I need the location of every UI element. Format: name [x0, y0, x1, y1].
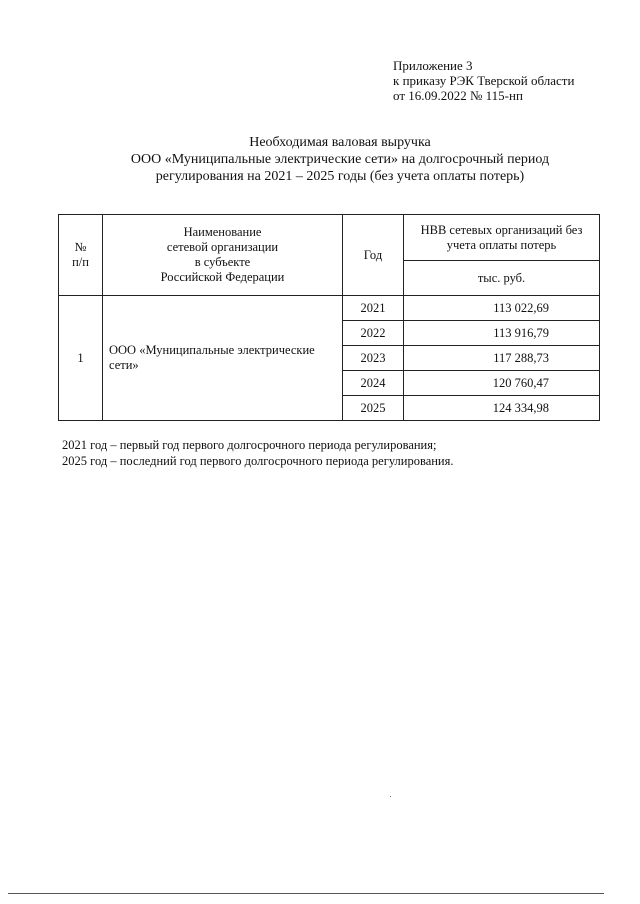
note-line-1: 2021 год – первый год первого долгосрочного периода регулирования; — [62, 438, 437, 452]
header-year: Год — [343, 215, 404, 296]
header-nvv-line-2: учета оплаты потерь — [446, 237, 557, 252]
table-header-row — [59, 215, 600, 261]
value-text: 113 022,69 — [493, 300, 549, 315]
value-cell — [404, 346, 600, 371]
year-cell: 2021 — [343, 296, 404, 321]
header-unit: тыс. руб. — [404, 261, 600, 296]
value-text: 124 334,98 — [492, 400, 549, 415]
header-org-line-1: Наименование — [183, 225, 262, 239]
year-cell: 2025 — [343, 396, 404, 421]
header-number-line-2: п/п — [72, 255, 89, 269]
footer-divider — [8, 893, 604, 894]
header-org-line-3: в субъекте — [194, 255, 251, 269]
header-nvv-line-1: НВВ сетевых организаций без — [420, 222, 583, 237]
value-cell — [404, 296, 600, 321]
header-number — [59, 215, 103, 296]
title-line-1: Необходимая валовая выручка — [249, 135, 431, 150]
row-org-line-2: сети» — [109, 358, 139, 372]
row-org-line-1: ООО «Муниципальные электрические — [109, 343, 315, 357]
value-text: 120 760,47 — [492, 375, 549, 390]
scan-speck — [390, 796, 391, 797]
document-title — [80, 134, 600, 185]
title-line-2: ООО «Муниципальные электрические сети» на долгосрочный период — [130, 152, 550, 167]
row-number: 1 — [59, 296, 103, 421]
header-nvv — [404, 215, 600, 261]
header-org-line-4: Российской Федерации — [160, 270, 285, 284]
value-text: 117 288,73 — [493, 350, 549, 365]
value-text: 113 916,79 — [493, 325, 549, 340]
annex-number: Приложение 3 — [393, 58, 473, 73]
year-cell: 2024 — [343, 371, 404, 396]
header-org-line-2: сетевой организации — [166, 240, 279, 254]
title-line-3: регулирования на 2021 – 2025 годы (без учета оплаты потерь) — [155, 169, 525, 184]
value-cell — [404, 396, 600, 421]
note-line-2: 2025 год – последний год первого долгосрочного периода регулирования. — [62, 454, 454, 468]
value-cell — [404, 371, 600, 396]
header-number-line-1: № — [74, 240, 87, 254]
nvv-table — [58, 214, 600, 421]
notes-block — [62, 437, 454, 469]
year-cell: 2023 — [343, 346, 404, 371]
table-row — [59, 296, 600, 321]
header-org-name — [103, 215, 343, 296]
value-cell — [404, 321, 600, 346]
annex-date: от 16.09.2022 № 115-нп — [393, 88, 523, 103]
year-cell: 2022 — [343, 321, 404, 346]
annex-block — [393, 58, 574, 103]
annex-order: к приказу РЭК Тверской области — [393, 73, 575, 88]
row-org-name — [103, 296, 343, 421]
